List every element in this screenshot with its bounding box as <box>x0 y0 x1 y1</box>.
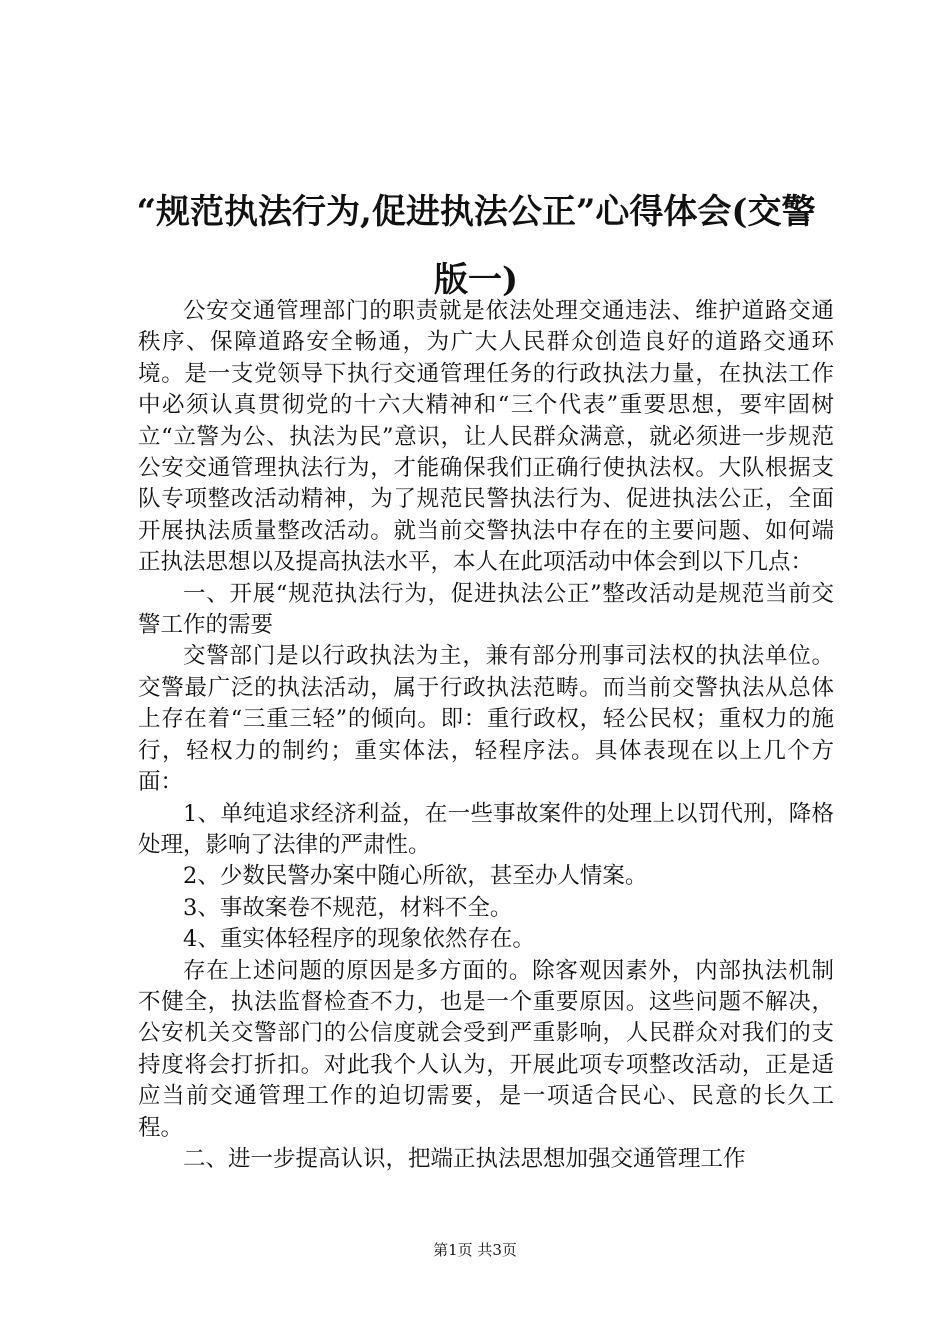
document-title: “规范执法行为,促进执法公正”心得体会(交警版一) <box>136 192 816 300</box>
page-footer: 第1页 共3页 <box>433 1241 517 1259</box>
list-item-3: 3、事故案卷不规范，材料不全。 <box>183 894 513 921</box>
list-item-2: 2、少数民警办案中随心所欲，甚至办人情案。 <box>183 863 648 890</box>
document-body <box>138 296 834 1175</box>
section-heading-two: 二、进一步提高认识，把端正执法思想加强交通管理工作 <box>183 1145 746 1172</box>
paragraph-intro: 公安交通管理部门的职责就是依法处理交通违法、维护道路交通秩序、保障道路安全畅通，为广大人民群众创造良好的道路交通环境。是一支党领导下执行交通管理任务的行政执法力量，在执法工作中必须认真贯彻党的十六大精神和“三个代表”重要思想，要牢固树立“立警为公、执法为民”意识，让人民群众满意，就必须进一步规范公安交通管理执法行为，才能确保我们正确行使执法权。大队根据支队专项整改活动精神，为了规范民警执法行为、促进执法公正，全面开展执法质量整改活动。就当前交警执法中存在的主要问题、如何端正执法思想以及提高执法水平，本人在此项活动中体会到以下几点： <box>138 298 834 576</box>
paragraph-section-one: 交警部门是以行政执法为主，兼有部分刑事司法权的执法单位。交警最广泛的执法活动，属于行政执法范畴。而当前交警执法从总体上存在着“三重三轻”的倾向。即：重行政权，轻公民权；重权力的施行，轻权力的制约；重实体法，轻程序法。具体表现在以上几个方面： <box>138 643 834 796</box>
paragraph-causes: 存在上述问题的原因是多方面的。除客观因素外，内部执法机制不健全，执法监督检查不力，也是一个重要原因。这些问题不解决，公安机关交警部门的公信度就会受到严重影响，人民群众对我们的支持度将会打折扣。对此我个人认为，开展此项专项整改活动，正是适应当前交通管理工作的迫切需要，是一项适合民心、民意的长久工程。 <box>138 957 834 1141</box>
list-item-4: 4、重实体轻程序的现象依然存在。 <box>183 926 535 953</box>
section-heading-one: 一、开展“规范执法行为，促进执法公正”整改活动是规范当前交警工作的需要 <box>138 580 834 639</box>
list-item-1: 1、单纯追求经济利益，在一些事故案件的处理上以罚代刑，降格处理，影响了法律的严肃性。 <box>138 800 834 858</box>
